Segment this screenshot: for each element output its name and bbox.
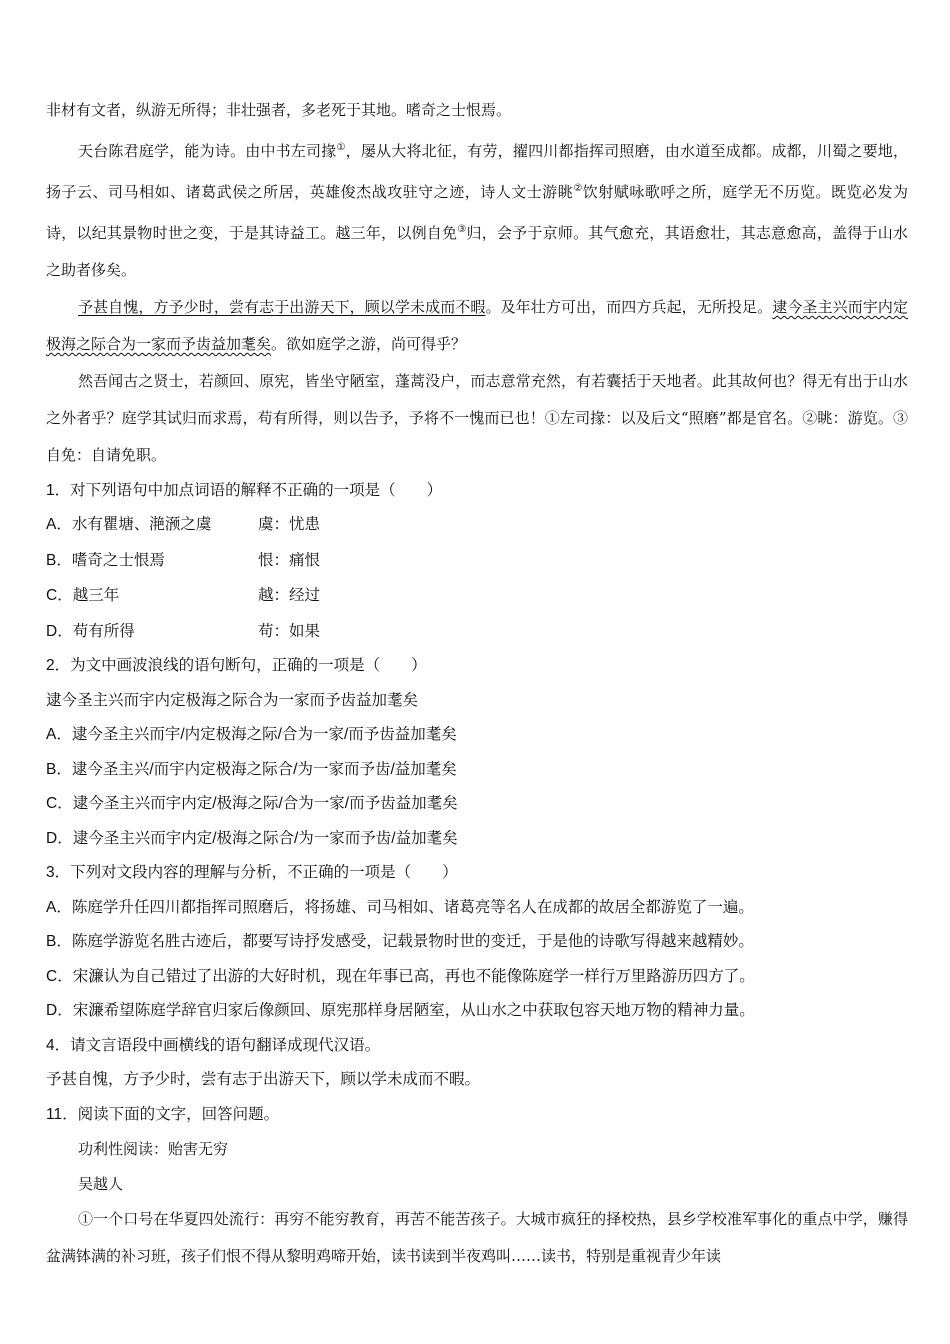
footnote-marker-3: ③: [457, 224, 467, 235]
article-title: 功利性阅读：贻害无穷: [78, 1140, 229, 1158]
question-2-stem: 2．为文中画波浪线的语句断句，正确的一项是（ ）: [46, 657, 427, 674]
question-2-option-d: D．逮今圣主兴而宇内定/极海之际合/为一家而予齿/益加耄矣: [46, 829, 458, 847]
question-2-option-c: C．逮今圣主兴而宇内定/极海之际/合为一家/而予齿益加耄矣: [46, 795, 458, 812]
question-2-sentence: 逮今圣主兴而宇内定极海之际合为一家而予齿益加耄矣: [46, 691, 419, 709]
underlined-sentence: 予甚自愧，方予少时，尝有志于出游天下，顾以学未成而不暇: [78, 298, 486, 316]
passage-paragraph-1: 天台陈君庭学，能为诗。由中书左司掾①，屡从大将北征，有劳，擢四川都指挥司照磨，由水道至成都。成都，川蜀之要地，扬子云、司马相如、诸葛武侯之所居，英雄俊杰战攻驻守之迹，诗人文士游眺②饮射赋咏歌呼之所，庭学无不历览。既览必发为诗，以纪其景物时世之变，于是其诗益工。越三年，以例自免③归，会予于京师。其气愈充，其语愈壮，其志意愈高，盖得于山水之助者侈矣。: [46, 142, 908, 279]
question-1-option-b: B．嗜奇之士恨焉 恨：痛恨: [46, 551, 321, 569]
question-3-option-c: C．宋濂认为自己错过了出游的大好时机，现在年事已高，再也不能像陈庭学一样行万里路游历四方了。: [46, 967, 755, 985]
question-3-option-b: B．陈庭学游览名胜古迹后，都要写诗抒发感受，记载景物时世的变迁，于是他的诗歌写得越来越精妙。: [46, 933, 754, 950]
article-author: 吴越人: [78, 1174, 124, 1193]
question-1-option-c: C．越三年 越：经过: [46, 587, 321, 604]
question-2-option-a: A．逮今圣主兴而宇/内定极海之际/合为一家/而予齿益加耄矣: [46, 726, 457, 743]
footnote-marker-1: ①: [336, 142, 346, 153]
passage-paragraph-3: 然吾闻古之贤士，若颜回、原宪，皆坐守陋室，蓬蒿没户，而志意常充然，有若囊括于天地者。此其故何也？得无有出于山水之外者乎？庭学其试归而求焉，苟有所得，则以告予，予将不一愧而已也！①左司掾：以及后文“照磨”都是官名。②眺：游览。③自免：自请免职。: [46, 372, 908, 464]
question-11: [46, 1098, 908, 1276]
question-4-sentence: 予甚自愧，方予少时，尝有志于出游天下，顾以学未成而不暇。: [46, 1071, 481, 1088]
passage-paragraph-0: 非材有文者，纵游无所得；非壮强者，多老死于其地。嗜奇之士恨焉。: [46, 101, 512, 119]
question-3-stem: 3．下列对文段内容的理解与分析，不正确的一项是（ ）: [46, 864, 458, 881]
question-2-option-b: B．逮今圣主兴/而宇内定极海之际合/为一家而予齿/益加耄矣: [46, 760, 457, 778]
question-1-stem: 1．对下列语句中加点词语的解释不正确的一项是（ ）: [46, 482, 443, 499]
passage-notes: ①左司掾：以及后文“照磨”都是官名。②眺：游览。③自免：自请免职。: [46, 409, 908, 464]
footnote-marker-2: ②: [573, 183, 583, 194]
question-11-stem: 11．阅读下面的文字，回答问题。: [46, 1105, 280, 1123]
question-2: [46, 649, 908, 856]
question-1-option-a: A．水有瞿塘、滟滪之虞 虞：忧患: [46, 516, 321, 533]
question-3: [46, 856, 908, 1029]
question-3-option-a: A．陈庭学升任四川都指挥司照磨后，将扬雄、司马相如、诸葛亮等名人在成都的故居全都游览了一遍。: [46, 898, 754, 916]
question-1: [46, 474, 908, 649]
question-4: [46, 1029, 908, 1098]
document-page: [46, 92, 908, 1275]
question-4-stem: 4．请文言语段中画横线的语句翻译成现代汉语。: [46, 1036, 381, 1054]
passage-paragraph-2: 予甚自愧，方予少时，尝有志于出游天下，顾以学未成而不暇。及年壮方可出，而四方兵起，无所投足。逮今圣主兴而宇内定极海之际合为一家而予齿益加耄矣。欲如庭学之游，尚可得乎？: [46, 298, 908, 353]
question-3-option-d: D．宋濂希望陈庭学辞官归家后像颜回、原宪那样身居陋室，从山水之中获取包容天地万物的精神力量。: [46, 1002, 755, 1019]
wavy-underlined-sentence: 逮今圣主兴而宇内定极海之际合为一家而予齿益加耄矣: [46, 298, 908, 353]
article-paragraph-1: ①一个口号在华夏四处流行：再穷不能穷教育，再苦不能苦孩子。大城市疯狂的择校热，县乡学校准军事化的重点中学，赚得盆满钵满的补习班，孩子们恨不得从黎明鸡啼开始，读书读到半夜鸡叫……读书，特别是重视青少年读: [46, 1210, 908, 1265]
question-1-option-d: D．苟有所得 苟：如果: [46, 622, 321, 640]
